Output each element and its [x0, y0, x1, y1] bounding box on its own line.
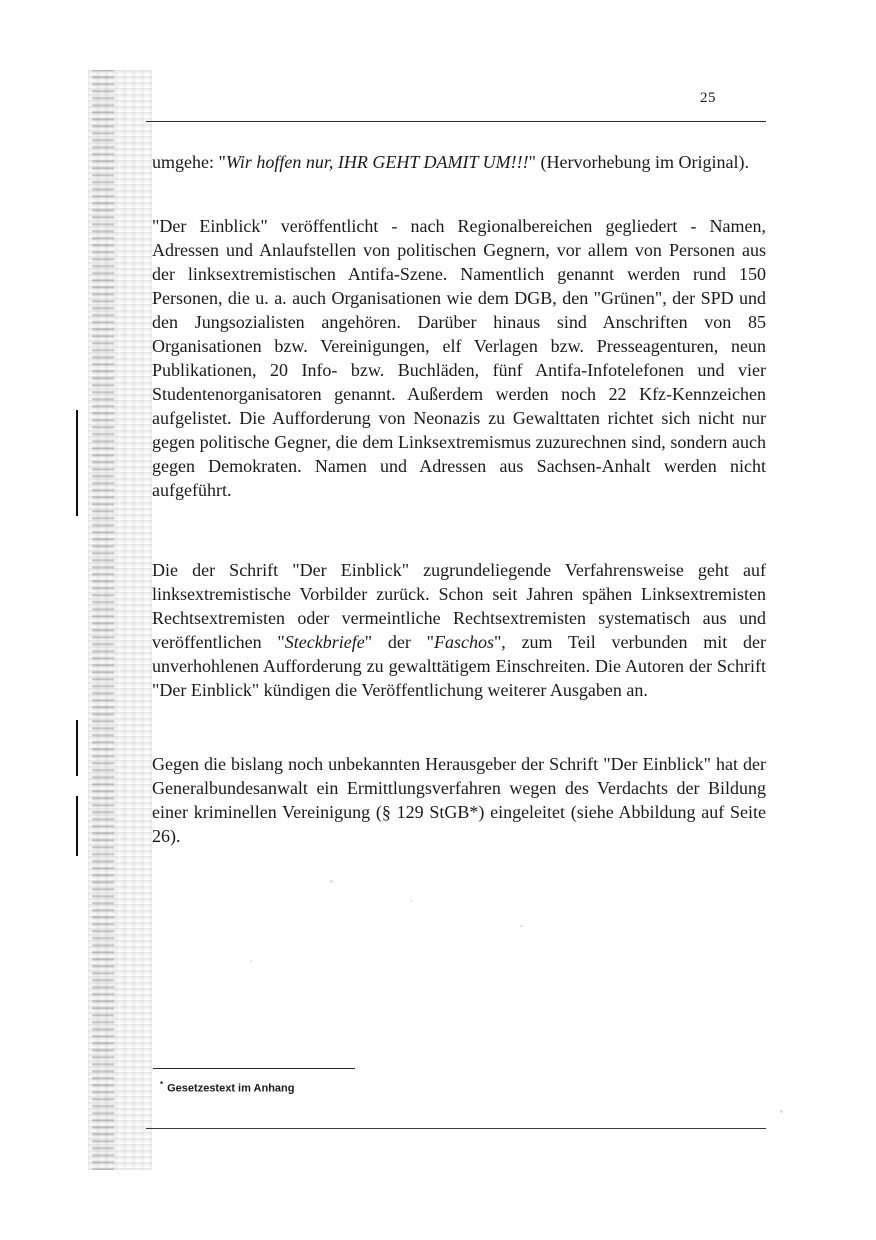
- text-segment: Gegen die bislang noch unbekannten Herausgeber der Schrift "Der Einblick" hat der Generalbundesanwalt ein Ermittlungsverfahren wegen des Verdachts der Bildung einer kriminellen Vereinigung (§ 129 StGB*) eingeleitet (siehe Abbildung auf Seite 26).: [152, 754, 766, 846]
- scan-speckle: [250, 960, 252, 962]
- paragraph-text: [152, 558, 766, 702]
- scan-speckle: [330, 880, 333, 883]
- text-segment: "Der Einblick" veröffentlicht - nach Regionalbereichen gegliedert - Namen, Adressen und Anlaufstellen von politischen Gegnern, vor allem von Personen aus der linksextremistischen Antifa-Szene. Namentlich genannt werden rund 150 Personen, die u. a. auch Organisationen wie dem DGB, den "Grünen", der SPD und den Jungsozialisten angehören. Darüber hinaus sind Anschriften von 85 Organisationen bzw. Vereinigungen, elf Verlagen bzw. Presseagenturen, neun Publikationen, 20 Info- bzw. Buchläden, fünf Antifa-Infotelefonen und vier Studentenorganisatoren genannt. Außerdem werden noch 22 Kfz-Kennzeichen aufgelistet. Die Aufforderung von Neonazis zu Gewalttaten richtet sich nicht nur gegen politische Gegner, die dem Linksextremismus zuzurechnen sind, sondern auch gegen Demokraten. Namen und Adressen aus Sachsen-Anhalt werden nicht aufgeführt.: [152, 216, 766, 500]
- scan-speckle: [520, 925, 523, 927]
- margin-change-bar: [76, 720, 78, 776]
- margin-change-bar: [76, 410, 78, 516]
- text-segment: ", zum Teil verbunden mit der unverhohlenen Aufforderung zu gewalttätigem Einschreiten. Die Autoren der Schrift "Der Einblick" kündigen die Veröffentlichung weiterer Ausgaben an.: [152, 632, 767, 700]
- footnote-marker: *: [160, 1080, 164, 1089]
- paragraph-text: [152, 150, 766, 174]
- paragraph-1: [152, 150, 766, 174]
- scan-speckle: [780, 1110, 783, 1113]
- paragraph-4: [152, 752, 766, 848]
- paragraph-text: [152, 752, 766, 848]
- text-segment: umgehe: ": [152, 152, 226, 172]
- text-segment: " (Hervorhebung im Original).: [528, 152, 749, 172]
- footnote-text: Gesetzestext im Anhang: [167, 1082, 295, 1095]
- page-number: 25: [700, 90, 716, 106]
- scan-noise-edge-dark: [92, 70, 114, 1170]
- footnote: [160, 1080, 294, 1095]
- paragraph-2: [152, 214, 766, 502]
- paragraph-text: [152, 214, 766, 502]
- text-segment: Die der Schrift "Der Einblick" zugrundeliegende Verfahrensweise geht auf linksextremistische Vorbilder zurück. Schon seit Jahren spähen Linksextremisten Rechtsextremisten oder vermeintliche Rechtsextremisten systematisch aus und veröffentlichen ": [152, 560, 766, 652]
- margin-change-bar: [76, 796, 78, 856]
- scan-speckle: [410, 900, 412, 902]
- footnote-rule: [153, 1068, 355, 1069]
- italic-text-segment: Steckbriefe: [284, 632, 365, 652]
- bottom-rule: [146, 1128, 766, 1129]
- paragraph-3: [152, 558, 766, 702]
- italic-text-segment: Wir hoffen nur, IHR GEHT DAMIT UM!!!: [225, 152, 529, 172]
- italic-text-segment: Faschos: [433, 632, 494, 652]
- header-rule: [146, 121, 766, 122]
- text-segment: " der ": [364, 632, 434, 652]
